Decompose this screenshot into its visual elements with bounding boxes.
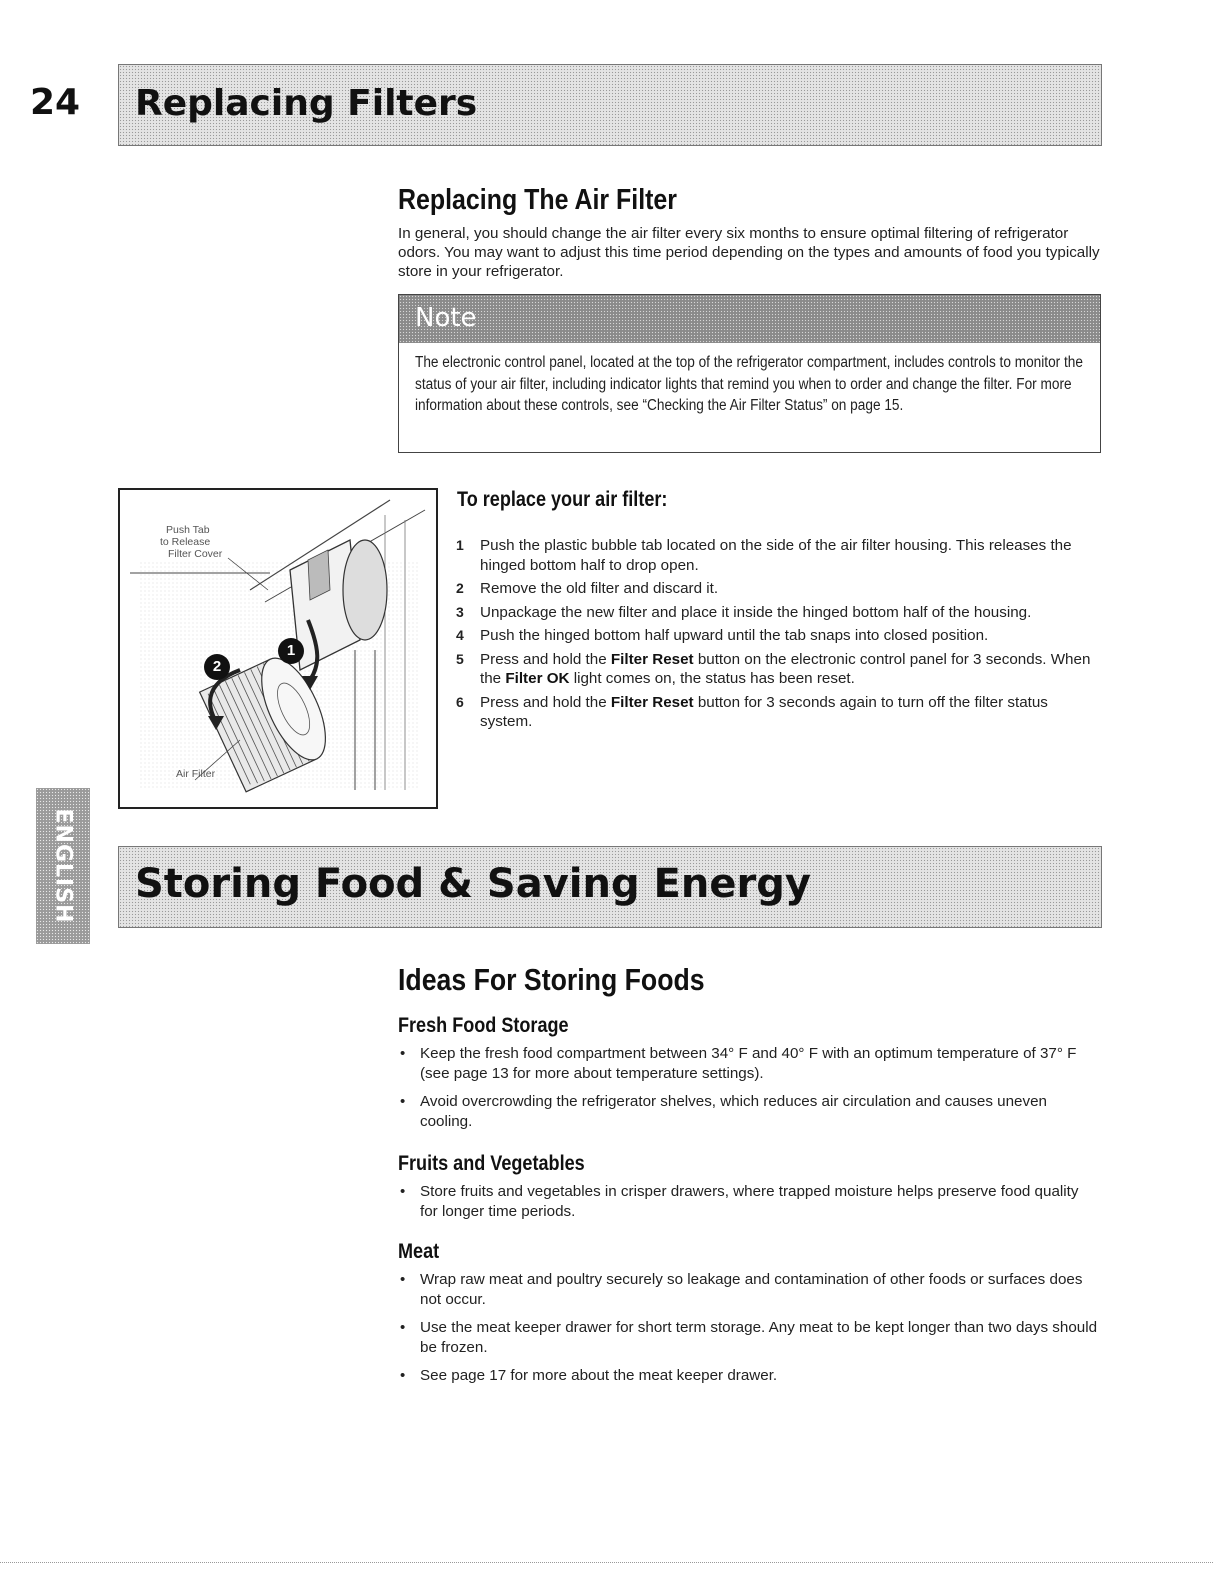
light-name: Filter OK	[505, 670, 570, 687]
page-number: 24	[30, 82, 81, 123]
banner-title: Replacing Filters	[135, 83, 478, 124]
step-number: 5	[456, 650, 464, 667]
step-item	[456, 650, 1100, 689]
bottom-rule	[0, 1562, 1213, 1563]
note-header	[399, 295, 1100, 343]
section-heading: Ideas For Storing Foods	[398, 962, 705, 997]
step-item	[456, 693, 1100, 732]
language-side-tab	[36, 788, 90, 944]
section-banner-storing-food	[118, 846, 1102, 928]
label-push-tab-line3: Filter Cover	[168, 548, 223, 560]
note-box	[398, 294, 1101, 453]
step-text: Press and hold the	[480, 650, 611, 668]
subsection-title-fresh-food: Fresh Food Storage	[398, 1014, 569, 1037]
button-name: Filter Reset	[610, 693, 694, 711]
step-text: button for 3 seconds again to turn off the filter status system.	[480, 693, 1048, 730]
step-text: button on the electronic control panel for 3 seconds. When the	[480, 650, 1091, 687]
list-item: • Use the meat keeper drawer for short term storage. Any meat to be kept longer than two days should be frozen.	[398, 1318, 1100, 1357]
step-number: 1	[456, 537, 464, 553]
button-name: Filter Reset	[610, 650, 694, 668]
step-text: Push the hinged bottom half upward until the tab snaps into closed position.	[480, 627, 989, 644]
steps-list	[456, 536, 1100, 736]
step-text: light comes on, the status has been reset.	[569, 670, 855, 687]
list-item: • Store fruits and vegetables in crisper drawers, where trapped moisture helps preserve food quality for longer time periods.	[398, 1182, 1100, 1221]
step-2-marker: 2	[204, 654, 230, 680]
section-heading: Replacing The Air Filter	[398, 184, 678, 216]
step-text: Unpackage the new filter and place it inside the hinged bottom half of the housing.	[480, 603, 1032, 621]
fresh-food-list	[398, 1044, 1100, 1140]
list-item: • Keep the fresh food compartment between 34° F and 40° F with an optimum temperature of 37° F (see page 13 for more about temperature settings).	[398, 1044, 1100, 1083]
step-number: 3	[456, 603, 464, 620]
subsection-title-meat: Meat	[398, 1240, 440, 1263]
step-number: 2	[456, 580, 464, 596]
banner-title: Storing Food & Saving Energy	[135, 861, 811, 907]
list-item: • Wrap raw meat and poultry securely so leakage and contamination of other foods or surfaces does not occur.	[398, 1270, 1100, 1309]
air-filter-figure	[118, 488, 438, 809]
label-push-tab-line1: Push Tab	[166, 524, 210, 536]
subsection-title-fruits-vegetables: Fruits and Vegetables	[398, 1152, 585, 1175]
list-item: • See page 17 for more about the meat keeper drawer.	[398, 1366, 1100, 1386]
step-1-marker: 1	[278, 638, 304, 664]
list-item: • Avoid overcrowding the refrigerator shelves, which reduces air circulation and causes uneven cooling.	[398, 1092, 1100, 1131]
step-item	[456, 579, 1100, 599]
steps-heading: To replace your air filter:	[457, 488, 668, 511]
label-air-filter: Air Filter	[176, 768, 216, 780]
step-text: Push the plastic bubble tab located on the side of the air filter housing. This releases the hinged bottom half to drop open.	[480, 537, 1072, 574]
language-side-tab-label: ENGLISH	[50, 808, 76, 924]
intro-paragraph: In general, you should change the air filter every six months to ensure optimal filtering of refrigerator odors. You may want to adjust this time period depending on the types and amounts of food you typically store in your refrigerator.	[398, 225, 1100, 280]
label-push-tab	[150, 524, 222, 560]
step-item	[456, 536, 1100, 575]
step-item	[456, 626, 1100, 646]
step-number: 4	[456, 627, 464, 643]
section-banner-replacing-filters	[118, 64, 1102, 146]
label-push-tab-line2: to Release	[160, 536, 211, 548]
step-item	[456, 603, 1100, 623]
note-title: Note	[415, 303, 477, 333]
meat-list	[398, 1270, 1100, 1395]
note-text: The electronic control panel, located at the top of the refrigerator compartment, includes controls to monitor the status of your air filter, including indicator lights that remind you when to order and change the filter. For more information about these controls, see “Checking the Air Filter Status” on page 15.	[415, 354, 1083, 414]
step-text: Press and hold the	[480, 693, 611, 711]
step-text: Remove the old filter and discard it.	[480, 580, 719, 597]
step-number: 6	[456, 693, 464, 710]
fruits-vegetables-list	[398, 1182, 1100, 1230]
